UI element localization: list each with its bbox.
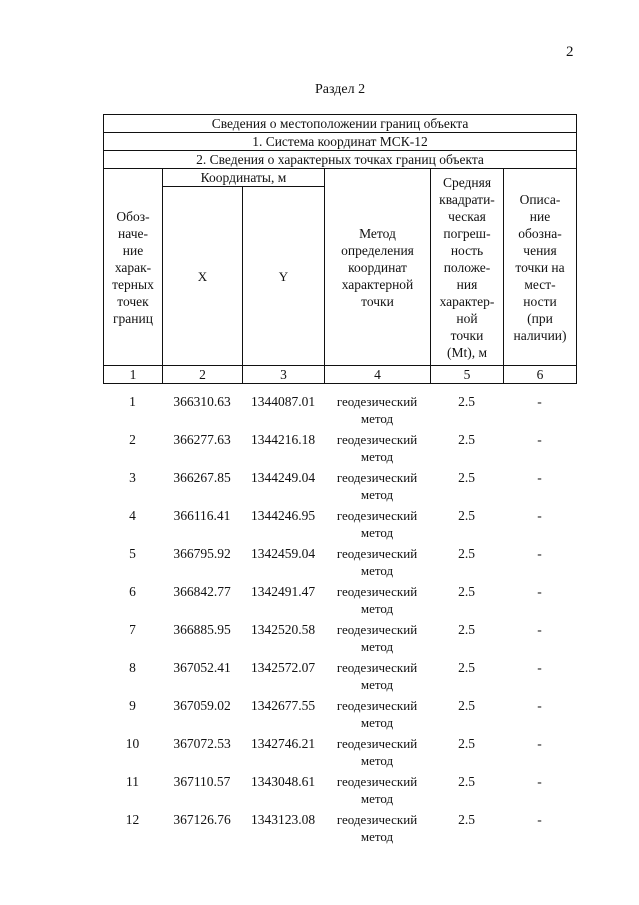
- method-line: геодезический: [336, 660, 418, 675]
- error-header-line: ной: [456, 310, 478, 326]
- method-cell: [324, 697, 430, 735]
- designation-line: наче-: [118, 225, 148, 241]
- description-cell: -: [537, 470, 542, 485]
- y-coordinate-cell: 1343123.08: [250, 812, 316, 827]
- x-coordinate-cell: 366310.63: [173, 394, 231, 409]
- method-header: [325, 169, 431, 366]
- method-line: метод: [360, 487, 394, 502]
- x-coordinate-cell: 366116.41: [173, 508, 231, 523]
- table-row: [103, 545, 576, 583]
- method-cell: [324, 621, 430, 659]
- table-row: [103, 773, 576, 811]
- y-coordinate-cell: 1342520.58: [250, 622, 316, 637]
- description-header-line: ние: [529, 208, 551, 224]
- error-header-line: погреш-: [443, 225, 491, 241]
- description-cell: -: [537, 394, 542, 409]
- error-cell: 2.5: [458, 774, 475, 789]
- point-number-cell: 6: [129, 584, 136, 599]
- point-number-cell: 11: [126, 774, 139, 789]
- table-row: [103, 507, 576, 545]
- method-cell: [324, 545, 430, 583]
- error-header-line: квадрати-: [439, 191, 495, 207]
- error-header-line: Средняя: [442, 174, 492, 190]
- error-cell: 2.5: [458, 394, 475, 409]
- method-cell: [324, 393, 430, 431]
- method-line: метод: [360, 715, 394, 730]
- method-line: метод: [360, 563, 394, 578]
- table-row: [103, 735, 576, 773]
- table-row: [103, 621, 576, 659]
- description-header-line: обозна-: [518, 225, 562, 241]
- column-number: 3: [243, 366, 325, 384]
- description-cell: -: [537, 546, 542, 561]
- table-row: [103, 393, 576, 431]
- description-cell: -: [537, 584, 542, 599]
- error-cell: 2.5: [458, 432, 475, 447]
- table-row: [103, 697, 576, 735]
- point-number-cell: 5: [129, 546, 136, 561]
- description-cell: -: [537, 698, 542, 713]
- error-header: [431, 169, 504, 366]
- error-cell: 2.5: [458, 470, 475, 485]
- x-header: X: [163, 187, 243, 366]
- error-cell: 2.5: [458, 812, 475, 827]
- error-header-line: ния: [456, 276, 478, 292]
- designation-line: ние: [122, 242, 144, 258]
- designation-line: терных: [112, 276, 154, 292]
- column-number: 2: [163, 366, 243, 384]
- method-line: геодезический: [336, 546, 418, 561]
- error-header-line: положе-: [443, 259, 491, 275]
- description-cell: -: [537, 432, 542, 447]
- error-header-line: характер-: [439, 293, 495, 309]
- y-coordinate-cell: 1343048.61: [250, 774, 316, 789]
- method-line: метод: [360, 791, 394, 806]
- method-line: геодезический: [336, 432, 418, 447]
- column-number: 4: [325, 366, 431, 384]
- error-cell: 2.5: [458, 660, 475, 675]
- y-coordinate-cell: 1344087.01: [250, 394, 316, 409]
- error-cell: 2.5: [458, 698, 475, 713]
- description-header: [504, 169, 577, 366]
- x-coordinate-cell: 366885.95: [173, 622, 231, 637]
- x-coordinate-cell: 367110.57: [173, 774, 231, 789]
- table-title-3: 2. Сведения о характерных точках границ объекта: [104, 151, 577, 169]
- method-cell: [324, 735, 430, 773]
- method-line: метод: [360, 449, 394, 464]
- column-number: 5: [431, 366, 504, 384]
- description-header-line: Описа-: [519, 191, 561, 207]
- designation-line: харак-: [114, 259, 152, 275]
- description-header-line: мест-: [524, 276, 556, 292]
- method-line: геодезический: [336, 774, 418, 789]
- section-title: Раздел 2: [315, 82, 366, 97]
- table-row: [103, 583, 576, 621]
- error-cell: 2.5: [458, 736, 475, 751]
- boundary-points-rows: [103, 393, 576, 849]
- method-cell: [324, 431, 430, 469]
- x-coordinate-cell: 366267.85: [173, 470, 231, 485]
- y-coordinate-cell: 1344246.95: [250, 508, 316, 523]
- method-cell: [324, 773, 430, 811]
- page-number: 2: [566, 44, 574, 60]
- table-row: [103, 659, 576, 697]
- table-title-1: Сведения о местоположении границ объекта: [104, 115, 577, 133]
- boundary-points-header-table: [103, 114, 577, 384]
- method-cell: [324, 811, 430, 849]
- x-coordinate-cell: 366842.77: [173, 584, 231, 599]
- description-cell: -: [537, 736, 542, 751]
- method-line: метод: [360, 525, 394, 540]
- description-cell: -: [537, 622, 542, 637]
- method-header-line: характерной: [341, 276, 414, 292]
- method-header-line: определения: [341, 242, 414, 258]
- method-line: геодезический: [336, 394, 418, 409]
- point-number-cell: 1: [129, 394, 136, 409]
- method-line: геодезический: [336, 622, 418, 637]
- method-header-line: точки: [361, 293, 394, 309]
- coordinates-header: Координаты, м: [163, 169, 325, 187]
- column-number: 1: [104, 366, 163, 384]
- method-cell: [324, 659, 430, 697]
- y-coordinate-cell: 1342677.55: [250, 698, 316, 713]
- y-coordinate-cell: 1342746.21: [250, 736, 316, 751]
- description-cell: -: [537, 660, 542, 675]
- y-coordinate-cell: 1342459.04: [250, 546, 316, 561]
- x-coordinate-cell: 367126.76: [173, 812, 231, 827]
- description-header-line: точки на: [515, 259, 565, 275]
- description-cell: -: [537, 774, 542, 789]
- x-coordinate-cell: 366795.92: [173, 546, 231, 561]
- error-cell: 2.5: [458, 508, 475, 523]
- point-number-cell: 10: [125, 736, 140, 751]
- method-line: геодезический: [336, 812, 418, 827]
- designation-line: границ: [113, 310, 153, 326]
- x-coordinate-cell: 367072.53: [173, 736, 231, 751]
- point-number-cell: 8: [129, 660, 136, 675]
- designation-header: [104, 169, 163, 366]
- method-header-line: Метод: [359, 225, 396, 241]
- y-coordinate-cell: 1344249.04: [250, 470, 316, 485]
- description-header-line: (при: [527, 310, 553, 326]
- x-coordinate-cell: 367059.02: [173, 698, 231, 713]
- error-header-line: (Mt), м: [446, 344, 488, 360]
- designation-line: Обоз-: [116, 208, 150, 224]
- error-header-line: ность: [450, 242, 484, 258]
- y-coordinate-cell: 1342572.07: [250, 660, 316, 675]
- method-cell: [324, 583, 430, 621]
- point-number-cell: 4: [129, 508, 136, 523]
- description-header-line: ности: [523, 293, 557, 309]
- designation-line: точек: [117, 293, 149, 309]
- description-header-line: чения: [523, 242, 557, 258]
- method-line: метод: [360, 677, 394, 692]
- method-line: метод: [360, 829, 394, 844]
- method-header-line: координат: [348, 259, 407, 275]
- y-header: Y: [243, 187, 325, 366]
- error-cell: 2.5: [458, 546, 475, 561]
- description-header-line: наличии): [513, 327, 567, 343]
- method-line: геодезический: [336, 698, 418, 713]
- method-line: геодезический: [336, 584, 418, 599]
- error-cell: 2.5: [458, 622, 475, 637]
- method-line: геодезический: [336, 470, 418, 485]
- point-number-cell: 2: [129, 432, 136, 447]
- error-header-line: точки: [450, 327, 484, 343]
- method-line: геодезический: [336, 736, 418, 751]
- boundary-points-table: [103, 393, 576, 849]
- table-row: [103, 431, 576, 469]
- table-title-2: 1. Система координат МСК-12: [104, 133, 577, 151]
- table-row: [103, 469, 576, 507]
- point-number-cell: 7: [129, 622, 136, 637]
- method-line: геодезический: [336, 508, 418, 523]
- y-coordinate-cell: 1342491.47: [250, 584, 316, 599]
- error-cell: 2.5: [458, 584, 475, 599]
- method-cell: [324, 507, 430, 545]
- method-line: метод: [360, 639, 394, 654]
- point-number-cell: 12: [125, 812, 140, 827]
- point-number-cell: 9: [129, 698, 136, 713]
- description-cell: -: [537, 812, 542, 827]
- method-cell: [324, 469, 430, 507]
- y-coordinate-cell: 1344216.18: [250, 432, 316, 447]
- point-number-cell: 3: [129, 470, 136, 485]
- x-coordinate-cell: 367052.41: [173, 660, 231, 675]
- x-coordinate-cell: 366277.63: [173, 432, 231, 447]
- table-row: [103, 811, 576, 849]
- error-header-line: ческая: [448, 208, 486, 224]
- method-line: метод: [360, 753, 394, 768]
- description-cell: -: [537, 508, 542, 523]
- method-line: метод: [360, 411, 394, 426]
- method-line: метод: [360, 601, 394, 616]
- column-number: 6: [504, 366, 577, 384]
